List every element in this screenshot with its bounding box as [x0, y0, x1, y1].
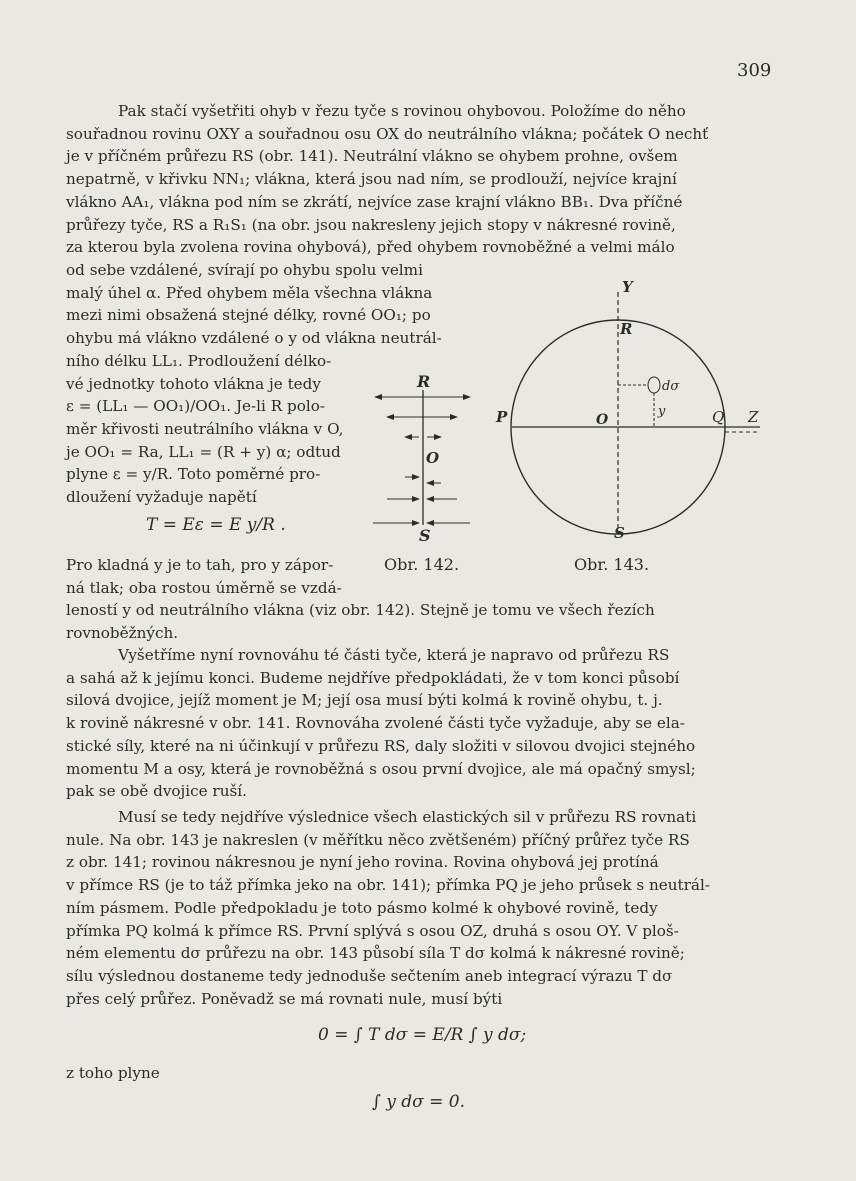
z-toho-plyne: z toho plyne: [66, 1064, 160, 1082]
text-line: k rovině nákresné v obr. 141. Rovnováha zvolené části tyče vyžaduje, aby se ela-: [66, 714, 685, 733]
text-line: přímka PQ kolmá k přímce RS. První splývá s osou OZ, druhá s osou OY. V ploš-: [66, 921, 679, 940]
fig143-label-dsigma: dσ: [662, 379, 680, 394]
figure-142: [365, 375, 485, 545]
text-line: leností y od neutrálního vlákna (viz obr. 142). Stejně je tomu ve všech řezích: [66, 601, 655, 619]
text-line: a sahá až k jejímu konci. Budeme nejdříve předpokládati, že v tom konci působí: [66, 668, 680, 687]
figure-143-caption: Obr. 143.: [574, 555, 650, 574]
text-line: pak se obě dvojice ruší.: [66, 782, 247, 801]
figure-142-caption: Obr. 142.: [384, 555, 460, 574]
text-line: ε = (LL₁ — OO₁)/OO₁. Je-li R polo-: [66, 397, 325, 416]
fig143-label-y: y: [658, 404, 666, 419]
formula-integral-2: ∫ y dσ = 0.: [372, 1092, 466, 1112]
text-line: ohybu má vlákno vzdálené o y od vlákna neutrál-: [66, 329, 442, 348]
paragraph-3: [66, 806, 762, 1010]
text-line: přes celý průřez. Poněvadž se má rovnati nule, musí býti: [66, 989, 503, 1008]
text-line: ním pásmem. Podle předpokladu je toto pásmo kolmé k ohybové rovině, tedy: [66, 898, 658, 917]
text-line: souřadnou rovinu OXY a souřadnou osu OX do neutrálního vlákna; počátek O nechť: [66, 124, 709, 143]
fig143-label-Z: Z: [748, 408, 759, 426]
text-line: je OO₁ = Ra, LL₁ = (R + y) α; odtud: [66, 442, 341, 461]
text-line: Pro kladná y je to tah, pro y zápor-: [66, 556, 334, 574]
text-line: sílu výslednou dostaneme tedy jednoduše sečtením aneb integrací výrazu T dσ: [66, 966, 673, 985]
paragraph-1: [66, 100, 762, 259]
text-line: dloužení vyžaduje napětí: [66, 488, 257, 507]
paragraph-1-tail: [66, 554, 376, 599]
text-line: Vyšetříme nyní rovnováhu té části tyče, která je napravo od průřezu RS: [118, 646, 670, 664]
text-line: je v příčném průřezu RS (obr. 141). Neutrální vlákno se ohybem prohne, ovšem: [66, 147, 678, 166]
text-line: průřezy tyče, RS a R₁S₁ (na obr. jsou nakresleny jejich stopy v nákresné rovině,: [66, 215, 676, 234]
paragraph-2: [66, 644, 762, 803]
text-line: nule. Na obr. 143 je nakreslen (v měřítku něco zvětšeném) příčný průřez tyče RS: [66, 830, 690, 849]
text-line: od sebe vzdálené, svírají po ohybu spolu velmi: [66, 261, 423, 279]
fig143-label-O: O: [596, 412, 609, 428]
fig143-label-P: P: [496, 408, 508, 426]
text-line: mezi nimi obsažená stejné délky, rovné OO₁; po: [66, 306, 431, 325]
fig143-label-S: S: [614, 524, 625, 542]
formula-integral-1: 0 = ∫ T dσ = E/R ∫ y dσ;: [318, 1025, 527, 1045]
fig143-label-Q: Q: [712, 408, 725, 426]
text-line: stické síly, které na ni účinkují v průřezu RS, daly složiti v silovou dvojici stejného: [66, 736, 696, 755]
fig142-label-S: S: [419, 526, 431, 545]
text-line: malý úhel α. Před ohybem měla všechna vlákna: [66, 283, 433, 302]
text-line: Musí se tedy nejdříve výslednice všech elastických sil v průřezu RS rovnati: [118, 808, 697, 826]
text-line: nepatrně, v křivku NN₁; vlákna, která jsou nad ním, se prodlouží, nejvíce krajní: [66, 170, 677, 189]
text-line: plyne ε = y/R. Toto poměrné pro-: [66, 465, 321, 484]
text-line: rovnoběžných.: [66, 623, 179, 642]
paragraph-1-end: [66, 599, 762, 644]
text-line: silová dvojice, jejíž moment je M; její osa musí býti kolmá k rovině ohybu, t. j.: [66, 691, 663, 710]
text-line: momentu M a osy, která je rovnoběžná s osou první dvojice, ale má opačný smysl;: [66, 759, 696, 778]
figure-143: [490, 272, 780, 542]
text-line: Pak stačí vyšetřiti ohyb v řezu tyče s rovinou ohybovou. Položíme do něho: [118, 102, 686, 120]
fig142-label-O: O: [426, 449, 440, 467]
text-line: z obr. 141; rovinou nákresnou je nyní jeho rovina. Rovina ohybová jej protíná: [66, 853, 659, 872]
text-line: ná tlak; oba rostou úměrně se vzdá-: [66, 578, 342, 597]
text-line: měr křivosti neutrálního vlákna v O,: [66, 419, 344, 438]
page-number: 309: [737, 60, 772, 81]
text-line: vé jednotky tohoto vlákna je tedy: [66, 374, 321, 393]
fig142-label-R: R: [417, 375, 431, 391]
text-line: za kterou byla zvolena rovina ohybová), před ohybem rovnoběžné a velmi málo: [66, 238, 675, 257]
text-line: v přímce RS (je to táž přímka jeko na obr. 141); přímka PQ je jeho průsek s neutrál-: [66, 876, 710, 895]
text-line: ném elementu dσ průřezu na obr. 143 působí síla T dσ kolmá k nákresné rovině;: [66, 944, 685, 963]
fig143-label-Y: Y: [622, 278, 633, 296]
text-line: vlákno AA₁, vlákna pod ním se zkrátí, nejvíce zase krajní vlákno BB₁. Dva příčné: [66, 192, 683, 211]
dsigma-element: [648, 377, 660, 393]
fig143-label-R: R: [620, 320, 633, 338]
formula-tension: T = Eε = E y/R .: [146, 515, 286, 535]
text-line: ního délku LL₁. Prodloužení délko-: [66, 351, 332, 370]
